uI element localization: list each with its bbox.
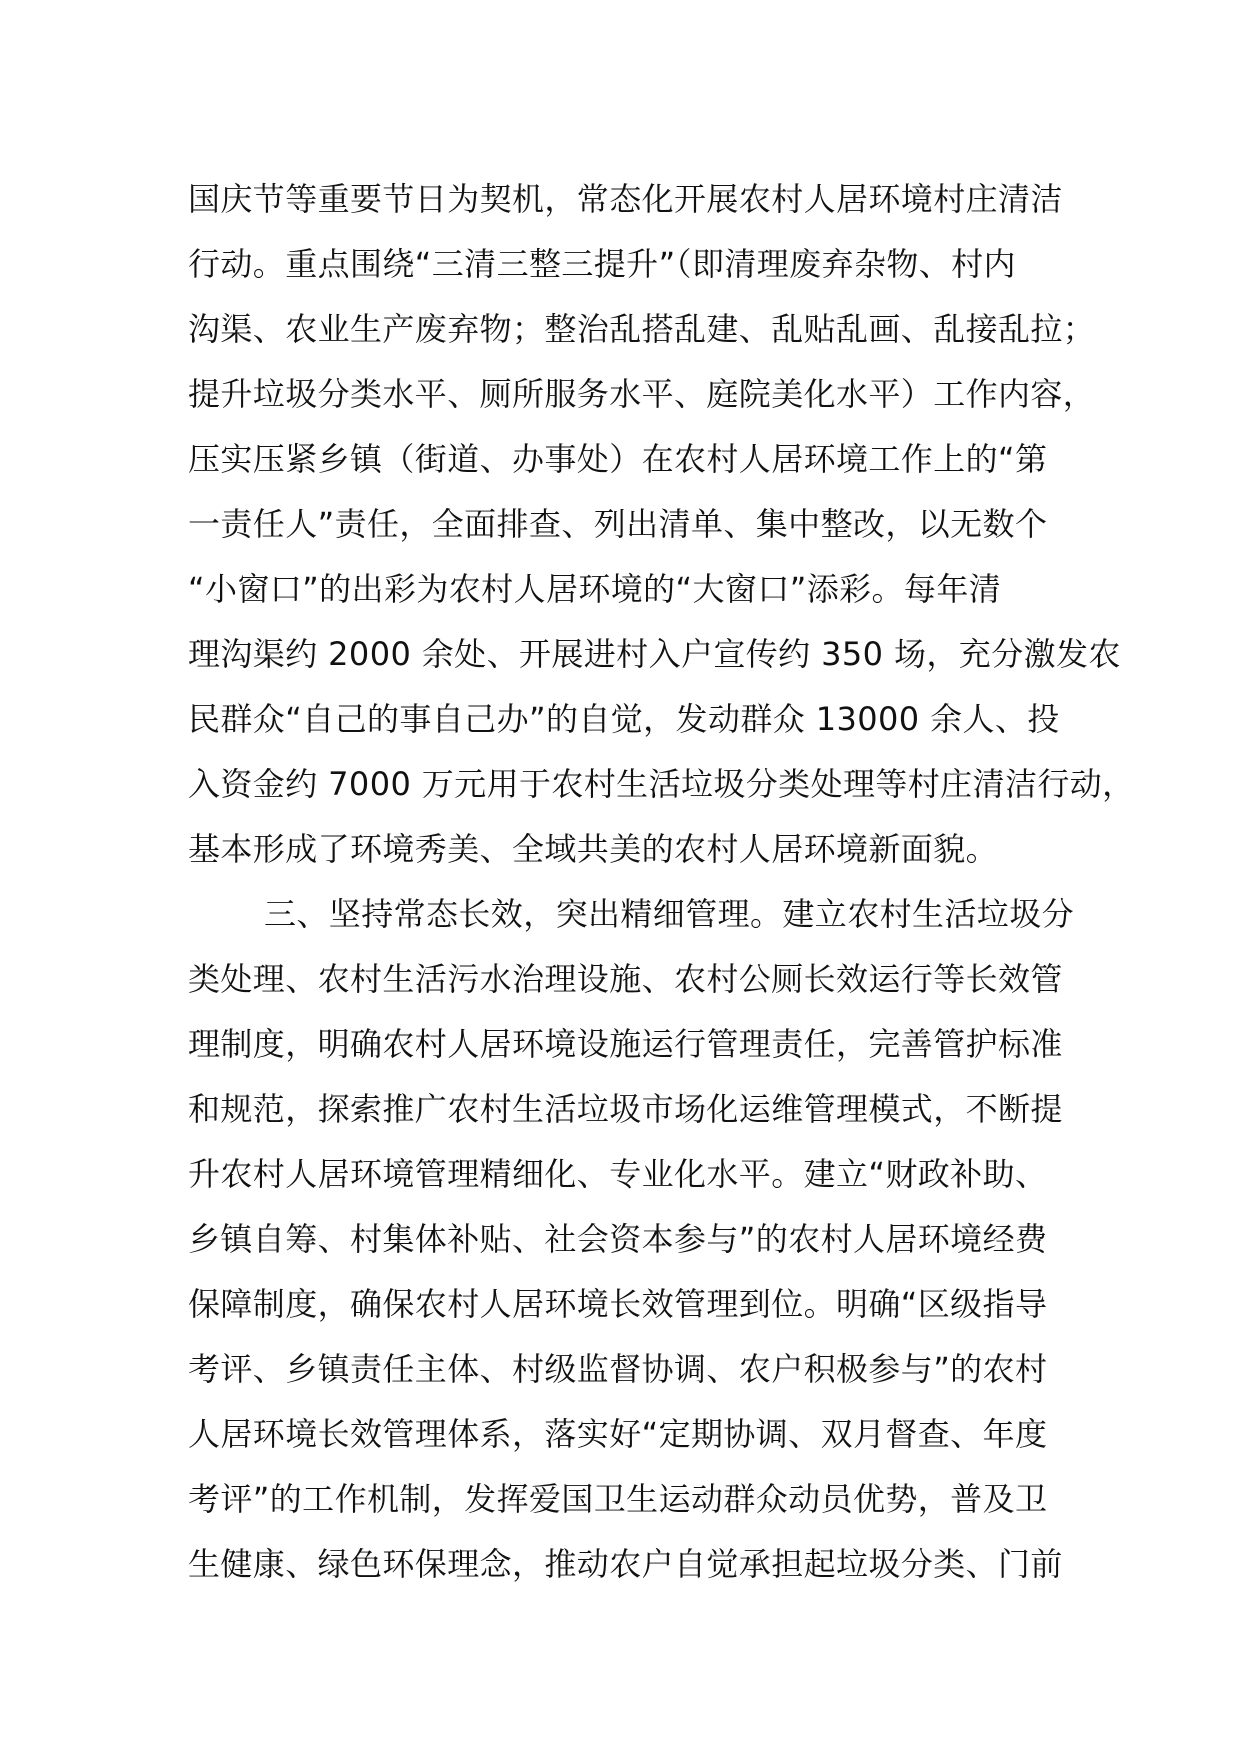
text-line: 考评、乡镇责任主体、村级监督协调、农户积极参与”的农村	[188, 1350, 1048, 1388]
section-heading-line: 三、坚持常态长效，突出精细管理。建立农村生活垃圾分	[264, 895, 1075, 933]
text-line: 国庆节等重要节日为契机，常态化开展农村人居环境村庄清洁	[188, 180, 1063, 218]
text-line: 人居环境长效管理体系，落实好“定期协调、双月督查、年度	[188, 1415, 1048, 1453]
text-line: 沟渠、农业生产废弃物；整治乱搭乱建、乱贴乱画、乱接乱拉；	[188, 310, 1096, 348]
text-line: 类处理、农村生活污水治理设施、农村公厕长效运行等长效管	[188, 960, 1063, 998]
text-line: 入资金约 7000 万元用于农村生活垃圾分类处理等村庄清洁行动，	[188, 765, 1135, 803]
text-line: 考评”的工作机制，发挥爱国卫生运动群众动员优势，普及卫	[188, 1480, 1048, 1518]
text-line: 乡镇自筹、村集体补贴、社会资本参与”的农村人居环境经费	[188, 1220, 1048, 1258]
text-line: 理沟渠约 2000 余处、开展进村入户宣传约 350 场，充分激发农	[188, 635, 1121, 673]
text-line: 基本形成了环境秀美、全域共美的农村人居环境新面貌。	[188, 830, 999, 868]
text-line: 民群众“自己的事自己办”的自觉，发动群众 13000 余人、投	[188, 700, 1060, 738]
text-line: 生健康、绿色环保理念，推动农户自觉承担起垃圾分类、门前	[188, 1545, 1063, 1583]
text-line: 压实压紧乡镇（街道、办事处）在农村人居环境工作上的“第	[188, 440, 1048, 478]
text-line: 升农村人居环境管理精细化、专业化水平。建立“财政补助、	[188, 1155, 1048, 1193]
text-line: “小窗口”的出彩为农村人居环境的“大窗口”添彩。每年清	[188, 570, 1002, 608]
text-line: 一责任人”责任，全面排查、列出清单、集中整改，以无数个	[188, 505, 1048, 543]
document-body	[188, 167, 1135, 1597]
text-line: 理制度，明确农村人居环境设施运行管理责任，完善管护标准	[188, 1025, 1063, 1063]
text-line: 保障制度，确保农村人居环境长效管理到位。明确“区级指导	[188, 1285, 1048, 1323]
text-line: 和规范，探索推广农村生活垃圾市场化运维管理模式，不断提	[188, 1090, 1063, 1128]
text-line: 行动。重点围绕“三清三整三提升”（即清理废弃杂物、村内	[188, 245, 1016, 283]
text-line: 提升垃圾分类水平、厕所服务水平、庭院美化水平）工作内容，	[188, 375, 1096, 413]
